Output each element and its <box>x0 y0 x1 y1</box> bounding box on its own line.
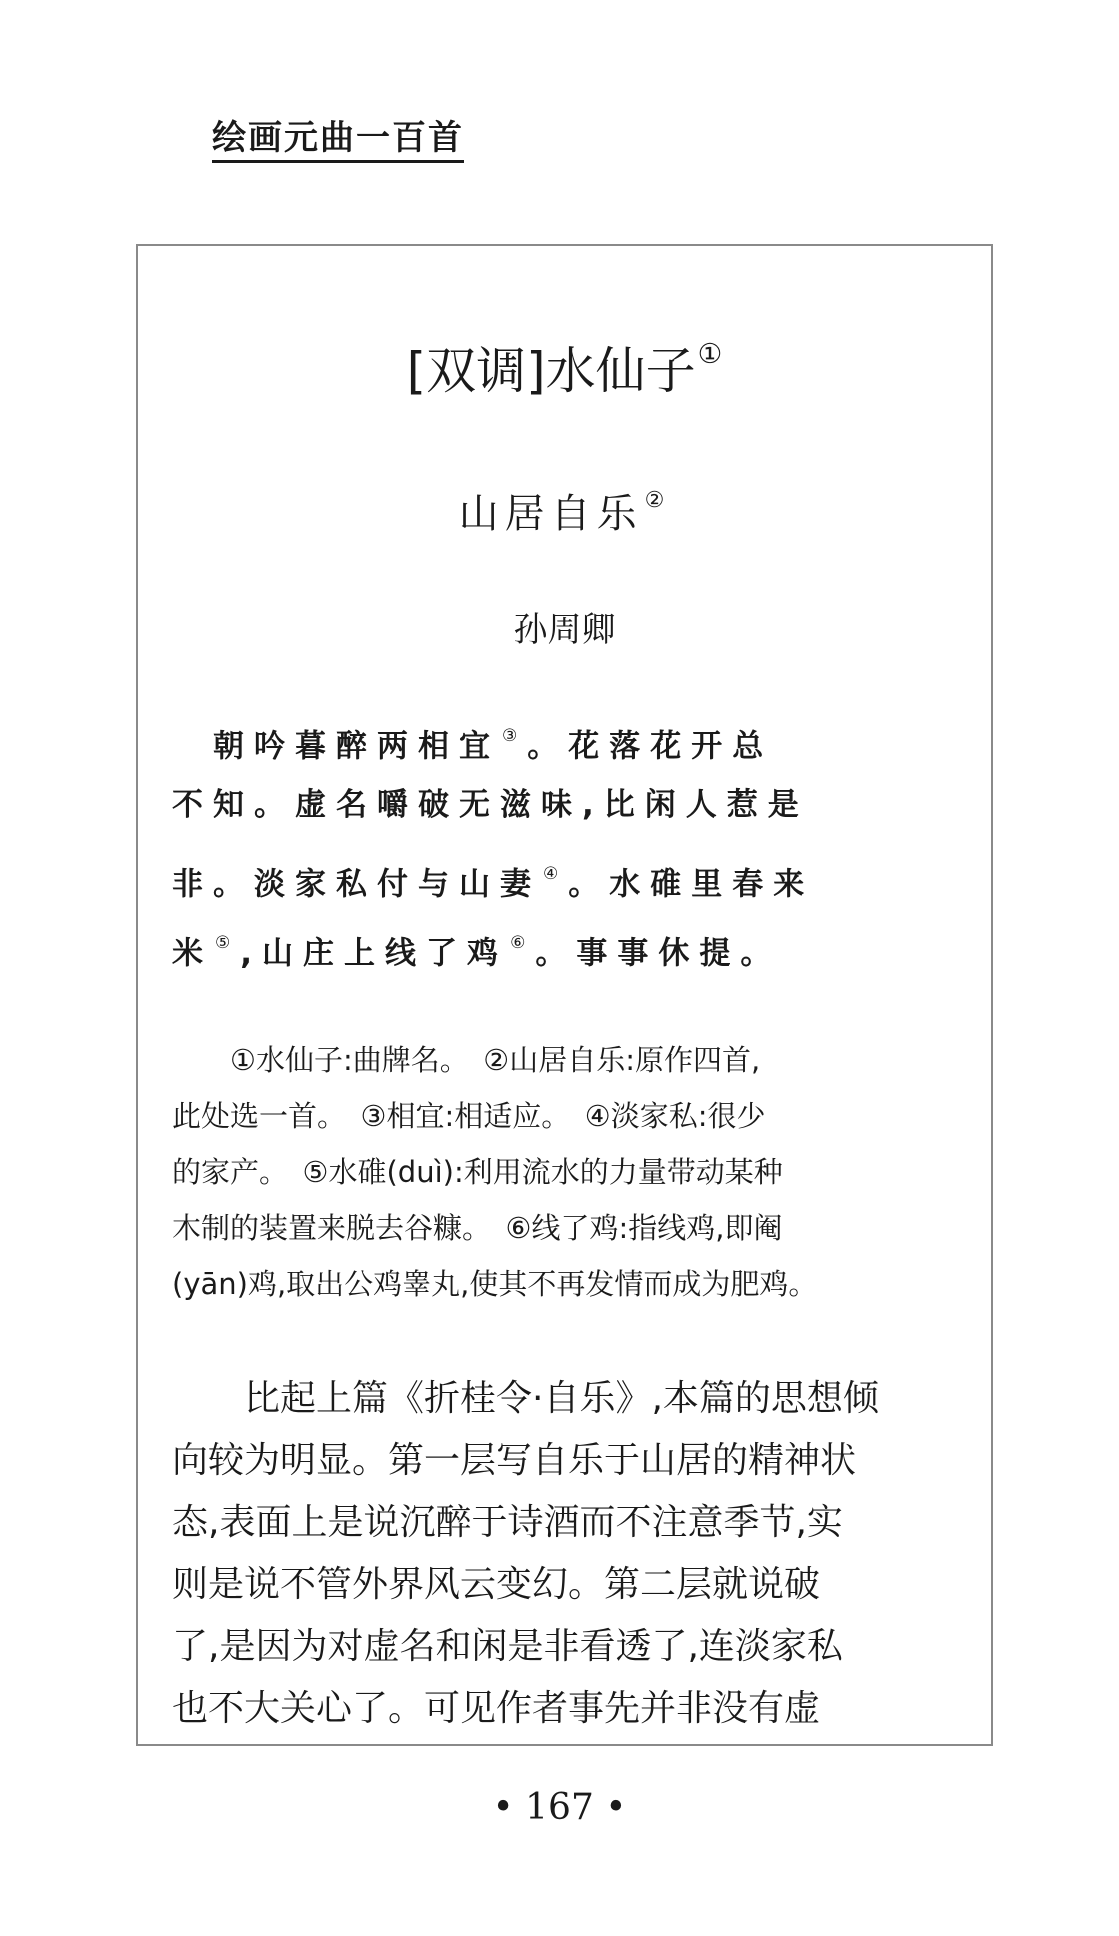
annotations <box>172 1032 961 1312</box>
commentary-line: 也不大关心了。可见作者事先并非没有虚 <box>172 1688 821 1729</box>
poem-text: 。花落花开总 <box>527 728 774 765</box>
annotation-line: 的家产。 ⑤水碓(duì):利用流水的力量带动某种 <box>172 1155 783 1189</box>
poem-text: 。事事休提。 <box>535 935 782 972</box>
commentary-line: 了,是因为对虚名和闲是非看透了,连淡家私 <box>172 1626 843 1667</box>
poem-body <box>172 702 961 978</box>
annotation-line: 木制的装置来脱去谷糠。 ⑥线了鸡:指线鸡,即阉 <box>172 1211 783 1245</box>
poem-text: 朝吟暮醉两相宜 <box>172 728 500 765</box>
footnote-marker-6: ⑥ <box>510 933 536 953</box>
poem-subtitle <box>138 476 991 539</box>
poem-text: 米 <box>172 935 213 972</box>
commentary-line: 态,表面上是说沉醉于诗酒而不注意季节,实 <box>172 1502 843 1543</box>
running-header-book-title: 绘画元曲一百首 <box>212 118 464 163</box>
page-number: • 167 • <box>492 1787 627 1828</box>
footnote-marker-4: ④ <box>543 864 569 884</box>
qupai-title <box>138 324 991 401</box>
annotation-line: 此处选一首。 ③相宜:相适应。 ④淡家私:很少 <box>172 1099 766 1133</box>
poem-line <box>172 771 961 840</box>
annotation-line: (yān)鸡,取出公鸡睾丸,使其不再发情而成为肥鸡。 <box>172 1267 818 1301</box>
footnote-marker-5: ⑤ <box>215 933 241 953</box>
footnote-marker-2: ② <box>644 488 671 513</box>
commentary-line: 则是说不管外界风云变幻。第二层就说破 <box>172 1564 821 1605</box>
poem-text: 。水碓里春来 <box>568 866 815 903</box>
poem-author: 孙周卿 <box>513 610 616 650</box>
poem-line <box>172 702 961 771</box>
commentary-line: 向较为明显。第一层写自乐于山居的精神状 <box>172 1440 857 1481</box>
qupai-title-text: [双调]水仙子 <box>406 341 696 400</box>
poem-text: 非。淡家私付与山妻 <box>172 866 541 903</box>
footnote-marker-1: ① <box>697 338 723 370</box>
content-frame <box>136 244 993 1746</box>
commentary-line: 比起上篇《折桂令·自乐》,本篇的思想倾 <box>172 1378 879 1419</box>
poem-line <box>172 909 961 978</box>
poem-subtitle-text: 山居自乐 <box>458 490 643 537</box>
poem-text: ,山庄上线了鸡 <box>240 935 509 972</box>
annotation-line: ①水仙子:曲牌名。 ②山居自乐:原作四首, <box>172 1043 761 1077</box>
poem-line <box>172 840 961 909</box>
poem-text: 不知。虚名嚼破无滋味,比闲人惹是 <box>172 787 809 823</box>
footnote-marker-3: ③ <box>502 726 528 746</box>
commentary <box>172 1368 961 1740</box>
